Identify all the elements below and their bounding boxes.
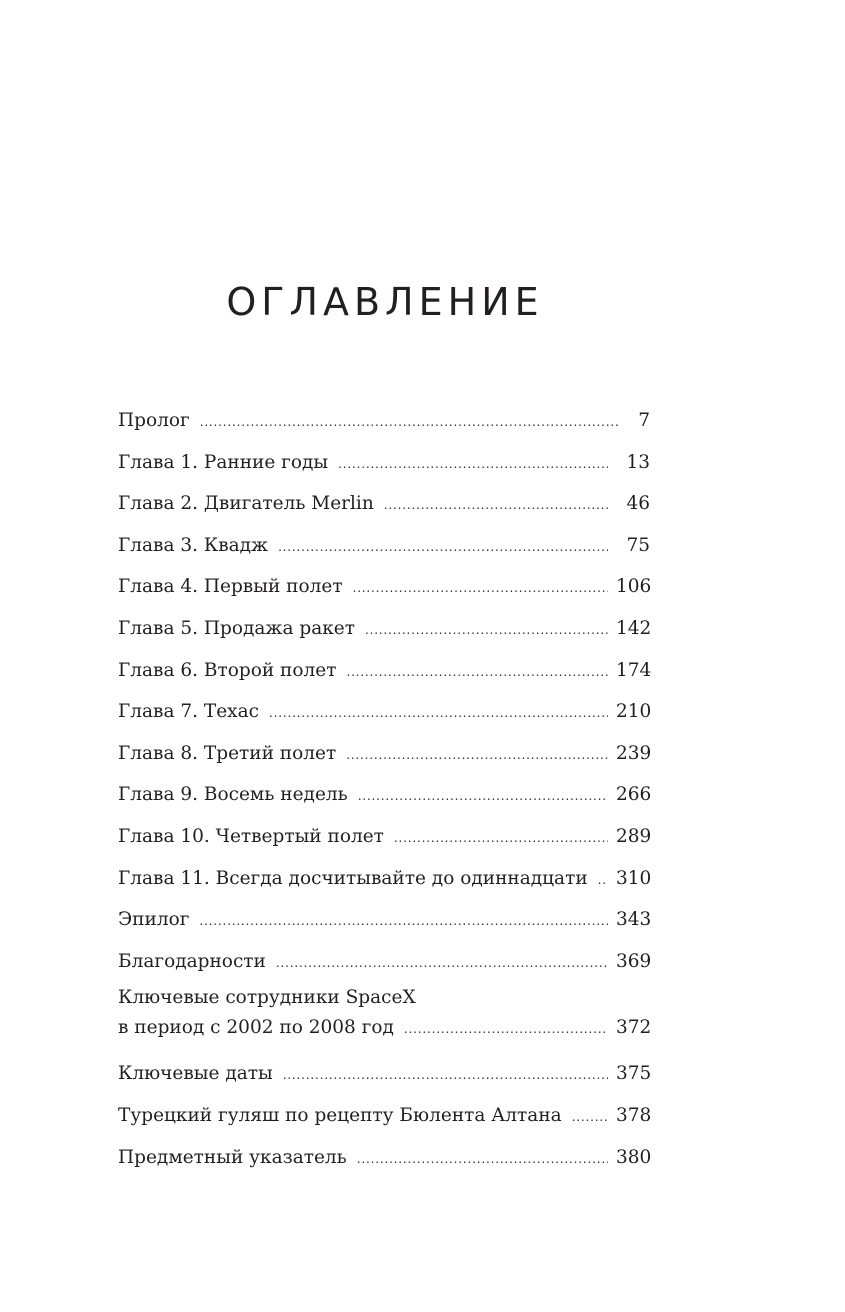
toc-entry-key-dates[interactable] (118, 1053, 650, 1095)
toc-entry-title: Глава 1. Ранние годы (118, 451, 329, 473)
toc-entry-title: Эпилог (118, 909, 190, 931)
dot-leader (384, 485, 608, 527)
toc-page-number: 174 (616, 659, 652, 681)
dot-leader (338, 444, 608, 486)
toc-entry-title: Глава 8. Третий полет (118, 742, 337, 764)
toc-entry-title: Ключевые даты (118, 1063, 273, 1085)
toc-entry-chapter-11[interactable] (118, 858, 650, 900)
toc-page-number: 266 (616, 784, 652, 806)
toc-page-number: 343 (616, 909, 652, 931)
table-of-contents (118, 400, 650, 1178)
dot-leader (283, 1055, 608, 1097)
toc-entry-chapter-9[interactable] (118, 774, 650, 816)
toc-entry-title: Глава 2. Двигатель Merlin (118, 493, 374, 515)
toc-entry-chapter-1[interactable] (118, 442, 650, 484)
dot-leader (394, 818, 608, 860)
dot-leader (269, 693, 608, 735)
toc-page-number: 239 (616, 742, 652, 764)
toc-page-number: 7 (638, 410, 650, 431)
toc-entry-chapter-10[interactable] (118, 816, 650, 858)
toc-entry-chapter-7[interactable] (118, 691, 650, 733)
toc-entry-index[interactable] (118, 1137, 650, 1179)
toc-entry-title: Глава 7. Техас (118, 701, 259, 723)
toc-entry-chapter-5[interactable] (118, 608, 650, 650)
toc-entry-title: Предметный указатель (118, 1146, 347, 1168)
toc-page-number: 210 (616, 701, 652, 723)
dot-leader (278, 527, 608, 569)
toc-entry-title: Благодарности (118, 950, 266, 972)
toc-page-number: 372 (616, 1017, 652, 1039)
toc-entry-chapter-6[interactable] (118, 650, 650, 692)
toc-page-number: 289 (616, 825, 652, 847)
toc-entry-title: Глава 5. Продажа ракет (118, 617, 355, 639)
toc-entry-title: Глава 3. Квадж (118, 534, 269, 556)
toc-page-number: 375 (616, 1063, 652, 1085)
toc-page-number: 46 (626, 493, 650, 515)
dot-leader (200, 402, 618, 444)
toc-page-number: 378 (616, 1104, 652, 1126)
dot-leader (358, 776, 608, 818)
dot-leader (346, 652, 608, 694)
toc-page-number: 13 (626, 451, 650, 473)
toc-entry-title: Глава 11. Всегда досчитывайте до одиннадцати (118, 867, 588, 889)
dot-leader (572, 1097, 608, 1139)
dot-leader (276, 943, 608, 985)
toc-entry-chapter-4[interactable] (118, 566, 650, 608)
toc-entry-chapter-2[interactable] (118, 483, 650, 525)
toc-entry-epilogue[interactable] (118, 899, 650, 941)
toc-entry-title: Глава 4. Первый полет (118, 576, 343, 598)
dot-leader (404, 1014, 608, 1044)
toc-page-number: 106 (616, 576, 652, 598)
toc-entry-acknowledgments[interactable] (118, 941, 650, 983)
toc-page-number: 380 (616, 1146, 652, 1168)
toc-entry-title-line2: в период с 2002 по 2008 год (118, 1017, 394, 1039)
toc-entry-key-staff[interactable] (118, 983, 650, 1045)
toc-entry-chapter-3[interactable] (118, 525, 650, 567)
toc-page-number: 75 (626, 534, 650, 556)
toc-entry-line2 (118, 1013, 650, 1043)
toc-entry-title: Турецкий гуляш по рецепту Бюлента Алтана (118, 1104, 562, 1126)
toc-entry-title-line1: Ключевые сотрудники SpaceX (118, 987, 416, 1009)
dot-leader (353, 568, 608, 610)
dot-leader (357, 1139, 608, 1181)
dot-leader (346, 735, 608, 777)
toc-entry-title: Глава 9. Восемь недель (118, 784, 348, 806)
page-title: ОГЛАВЛЕНИЕ (226, 280, 544, 324)
dot-leader (199, 901, 608, 943)
toc-entry-title: Глава 10. Четвертый полет (118, 825, 384, 847)
dot-leader (598, 860, 608, 902)
toc-entry-prologue[interactable] (118, 400, 650, 442)
dot-leader (365, 610, 608, 652)
toc-page-number: 310 (616, 867, 652, 889)
toc-entry-goulash-recipe[interactable] (118, 1095, 650, 1137)
toc-entry-title: Глава 6. Второй полет (118, 659, 337, 681)
toc-page-number: 142 (616, 617, 652, 639)
toc-page-number: 369 (616, 950, 652, 972)
toc-entry-chapter-8[interactable] (118, 733, 650, 775)
toc-entry-title: Пролог (118, 410, 190, 431)
